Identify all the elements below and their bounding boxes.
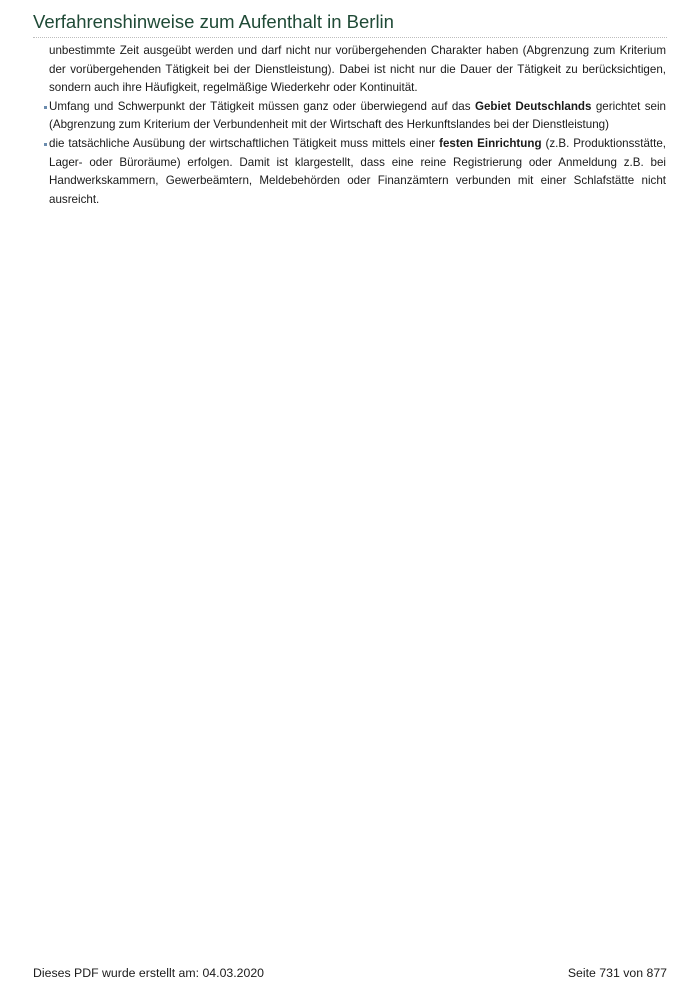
creation-date-note: Dieses PDF wurde erstellt am: 04.03.2020 — [33, 966, 265, 980]
list-item-text: die tatsächliche Ausübung der wirtschaftlichen Tätigkeit muss mittels einer — [49, 136, 440, 150]
list-item-text: Umfang und Schwerpunkt der Tätigkeit müssen ganz oder überwiegend auf das — [49, 99, 475, 113]
list-item-emphasis: Gebiet Deutschlands — [474, 99, 592, 113]
list-item-text: gerichtet sein (Abgrenzung zum Kriterium der Verbundenheit mit der Wirtschaft des Herkunftslandes bei der Dienstleistung) — [49, 99, 666, 132]
criteria-list — [49, 98, 666, 210]
page-number: Seite 731 von 877 — [567, 966, 667, 980]
continuation-paragraph: unbestimmte Zeit ausgeübt werden und darf nicht nur vorübergehenden Charakter haben (Abgrenzung zum Kriterium der vorübergehenden Tätigkeit bei der Dienstleistung). Dabei ist nicht nur die Dauer der Tätigkeit zu berücksichtigen, sondern auch ihre Häufigkeit, regelmäßige Wiederkehr oder Kontinuität. — [49, 44, 666, 95]
list-item — [49, 98, 666, 135]
page-header — [33, 10, 667, 38]
document-body — [49, 42, 666, 209]
list-item-emphasis: festen Einrichtung — [439, 136, 542, 150]
bullet-marker-icon — [44, 106, 47, 109]
list-item-text: (z.B. Produktionsstätte, Lager- oder Büroräume) erfolgen. Damit ist klargestellt, dass eine reine Registrierung oder Anmeldung z.B. bei Handwerkskammern, Gewerbeämtern, Meldebehörden oder Finanzämtern verbunden mit einer Schlafstätte nicht ausreicht. — [49, 136, 667, 206]
bullet-marker-icon — [44, 143, 47, 146]
header-divider — [33, 37, 667, 38]
list-item — [49, 135, 666, 209]
page-title: Verfahrenshinweise zum Aufenthalt in Berlin — [33, 11, 394, 32]
